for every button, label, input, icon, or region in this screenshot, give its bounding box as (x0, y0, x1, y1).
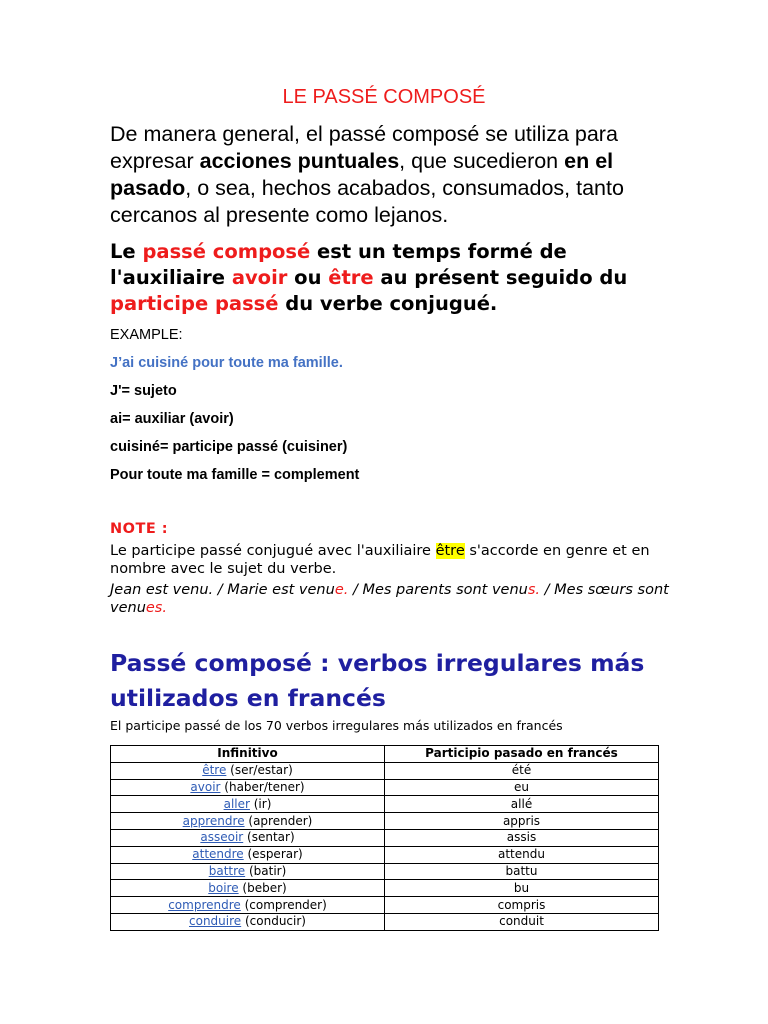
page-title: LE PASSÉ COMPOSÉ (282, 86, 486, 108)
table-row (111, 880, 659, 897)
participle-cell: attendu (385, 846, 659, 863)
example-line: Pour toute ma famille = complement (110, 467, 360, 483)
note-title: NOTE : (110, 521, 169, 537)
intro-bold-text: acciones puntuales (199, 149, 400, 173)
rule-text: ou (287, 266, 329, 289)
rule-paragraph (110, 239, 670, 317)
verb-translation: (comprender) (240, 897, 327, 912)
participle-cell: appris (385, 813, 659, 830)
verb-link[interactable]: conduire (189, 914, 242, 929)
verb-translation: (ser/estar) (226, 763, 293, 778)
example-line: ai= auxiliar (avoir) (110, 411, 234, 427)
verb-link[interactable]: aller (223, 796, 250, 811)
participle-cell: battu (385, 863, 659, 880)
column-header-infinitive: Infinitivo (111, 746, 385, 763)
table-row (111, 813, 659, 830)
intro-bold-text: en el pasado (110, 149, 614, 200)
rule-text: Le (110, 240, 143, 263)
infinitive-cell (111, 880, 385, 897)
verb-translation: (haber/tener) (220, 779, 305, 794)
verb-translation: (sentar) (243, 830, 295, 845)
verb-translation: (esperar) (243, 847, 303, 862)
note-example: Jean est venu. / Marie est venu (110, 582, 335, 598)
table-row (111, 779, 659, 796)
verb-link[interactable]: attendre (192, 847, 244, 862)
infinitive-cell (111, 863, 385, 880)
participle-cell: conduit (385, 913, 659, 930)
note-example-ending: e. (334, 582, 349, 598)
participle-cell: allé (385, 796, 659, 813)
rule-red-term: être (328, 266, 374, 289)
example-label: EXAMPLE: (110, 327, 183, 343)
note-examples (110, 581, 670, 617)
verbs-table (110, 745, 659, 931)
intro-paragraph (110, 121, 670, 229)
infinitive-cell (111, 846, 385, 863)
verb-translation: (ir) (249, 796, 272, 811)
note-example: / Mes parents sont venu (348, 582, 528, 598)
section-subtext: El participe passé de los 70 verbos irregulares más utilizados en francés (110, 718, 563, 733)
infinitive-cell (111, 829, 385, 846)
participle-cell: assis (385, 829, 659, 846)
verb-link[interactable]: apprendre (182, 813, 245, 828)
participle-cell: bu (385, 880, 659, 897)
intro-text: , o sea, hechos acabados, consumados, tanto cercanos al presente como lejanos. (110, 176, 624, 227)
infinitive-cell (111, 796, 385, 813)
verb-link[interactable]: avoir (190, 779, 221, 794)
rule-red-term: avoir (231, 266, 288, 289)
rule-red-term: participe passé (110, 292, 279, 315)
verb-translation: (aprender) (244, 813, 313, 828)
note-example-ending: s. (527, 582, 541, 598)
verb-translation: (batir) (245, 863, 287, 878)
infinitive-cell (111, 813, 385, 830)
rule-text: au présent seguido du (373, 266, 628, 289)
table-row (111, 897, 659, 914)
participle-cell: compris (385, 897, 659, 914)
rule-red-term: passé composé (142, 240, 311, 263)
participle-cell: été (385, 762, 659, 779)
intro-text: , que sucedieron (399, 149, 565, 173)
infinitive-cell (111, 762, 385, 779)
verb-link[interactable]: asseoir (200, 830, 244, 845)
table-row (111, 846, 659, 863)
column-header-participle: Participio pasado en francés (385, 746, 659, 763)
highlighted-word: être (435, 543, 465, 559)
table-header-row (111, 746, 659, 763)
note-example-ending: es. (145, 600, 167, 616)
note-text-part: s'accorde en genre et en nombre avec le sujet du verbe. (110, 543, 650, 577)
table-row (111, 762, 659, 779)
example-line: J'= sujeto (110, 383, 177, 399)
note-text-part: Le participe passé conjugué avec l'auxiliaire (110, 543, 436, 559)
intro-text: De manera general, el passé composé se utiliza para expresar (110, 122, 618, 173)
participle-cell: eu (385, 779, 659, 796)
rule-text: du verbe conjugué. (278, 292, 498, 315)
section-heading: Passé composé : verbos irregulares más utilizados en francés (110, 649, 645, 712)
rule-text: est un temps formé de l'auxiliaire (110, 240, 567, 289)
infinitive-cell (111, 913, 385, 930)
verb-translation: (conducir) (241, 914, 306, 929)
example-line: cuisiné= participe passé (cuisiner) (110, 439, 348, 455)
example-sentence: J’ai cuisiné pour toute ma famille. (110, 355, 343, 371)
table-row (111, 863, 659, 880)
infinitive-cell (111, 897, 385, 914)
verb-link[interactable]: battre (208, 863, 246, 878)
verb-link[interactable]: comprendre (168, 897, 241, 912)
verb-link[interactable]: boire (208, 880, 239, 895)
table-row (111, 796, 659, 813)
infinitive-cell (111, 779, 385, 796)
table-row (111, 913, 659, 930)
note-example: / Mes sœurs sont venu (110, 582, 669, 616)
note-text (110, 542, 670, 578)
table-row (111, 829, 659, 846)
verb-link[interactable]: être (202, 763, 227, 778)
verb-translation: (beber) (238, 880, 287, 895)
